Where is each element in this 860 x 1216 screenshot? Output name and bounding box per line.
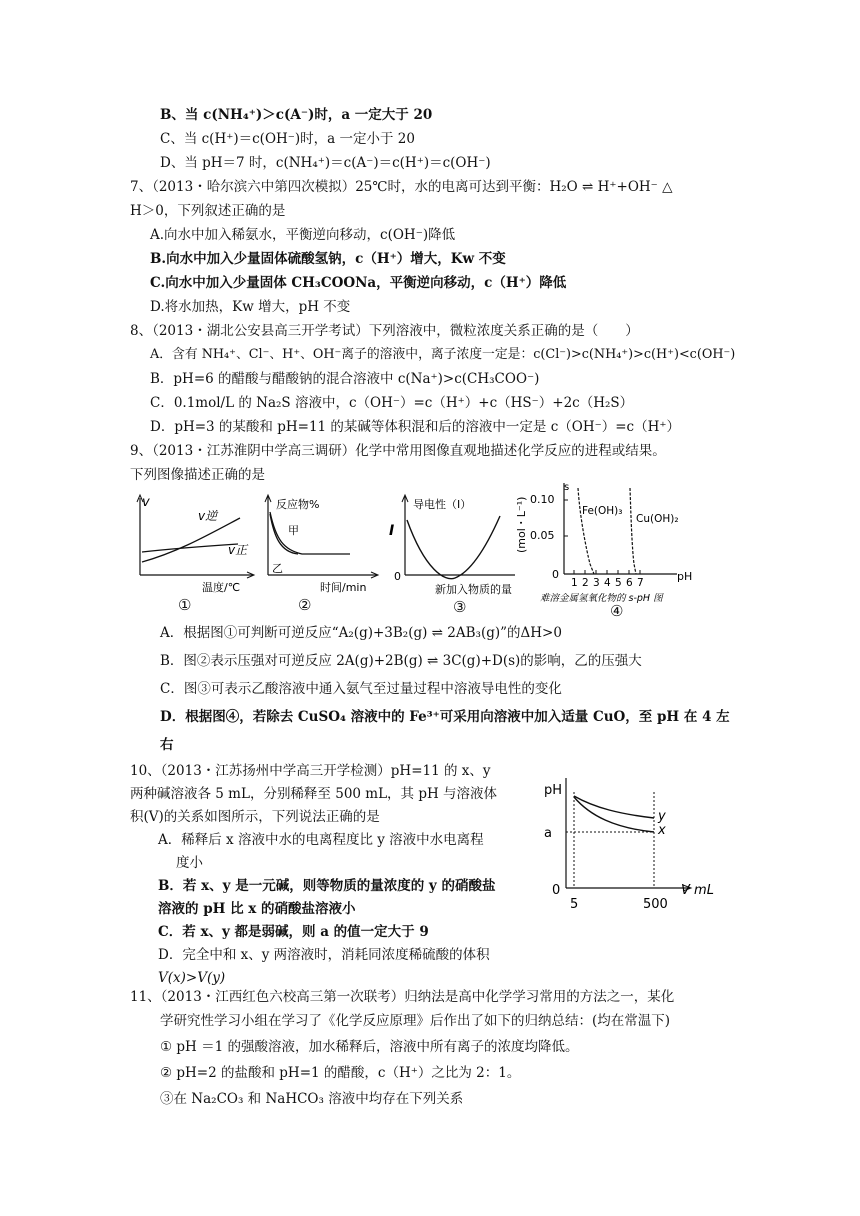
text-line: C、当 c(H⁺)＝c(OH⁻)时，a 一定小于 20 xyxy=(160,131,415,147)
text-line: V(x)>V(y) xyxy=(158,970,226,986)
f4-ytick-2: 0 xyxy=(552,568,559,581)
f5-ylabel: pH xyxy=(544,783,563,798)
f2-ylabel: 反应物% xyxy=(276,498,320,511)
f2-series-jia: 甲 xyxy=(288,524,299,537)
f1-ylabel: v xyxy=(142,495,150,510)
f4-ytick-0: 0.10 xyxy=(530,493,555,506)
figure-1-caption: ① xyxy=(178,596,192,614)
f4-xtick: 4 xyxy=(604,577,611,589)
f3-ylabel: 导电性（I） xyxy=(413,498,472,511)
text-line: B．若 x、y 是一元碱，则等物质的量浓度的 y 的硝酸盐 xyxy=(158,878,496,894)
text-line: A．含有 NH₄⁺、Cl⁻、H⁺、OH⁻离子的溶液中，离子浓度一定是：c(Cl⁻)>c(NH₄⁺)>c(H⁺)<c(OH⁻) xyxy=(150,347,736,362)
text-line: 度小 xyxy=(176,855,203,871)
f3-yaxis: I xyxy=(389,523,395,539)
f4-xtick: 7 xyxy=(637,577,644,589)
f1-xlabel: 温度/℃ xyxy=(202,581,241,594)
f4-xtick: 5 xyxy=(615,577,622,589)
f2-series-yi: 乙 xyxy=(272,562,283,575)
f4-xtick: 6 xyxy=(626,577,633,589)
text-line: C．图③可表示乙酸溶液中通入氨气至过量过程中溶液导电性的变化 xyxy=(160,681,562,697)
text-line: 7、（2013・哈尔滨六中第四次模拟）25℃时，水的电离可达到平衡：H₂O ⇌ H⁺+OH⁻ △ xyxy=(130,179,673,195)
f4-ylabel: (mol・L⁻¹) xyxy=(515,496,528,553)
text-line: 11、（2013・江西红色六校高三第一次联考）归纳法是高中化学学习常用的方法之一，某化 xyxy=(130,989,675,1005)
f3-xlabel: 新加入物质的量 xyxy=(435,583,512,596)
figure-4 xyxy=(512,478,707,618)
figure-1 xyxy=(128,490,258,630)
text-line: D、当 pH＝7 时，c(NH₄⁺)＝c(A⁻)＝c(H⁺)＝c(OH⁻) xyxy=(160,155,491,171)
text-line: 下列图像描述正确的是 xyxy=(130,467,265,483)
f4-yaxis: s xyxy=(564,482,570,493)
text-line: A.向水中加入稀氨水，平衡逆向移动，c(OH⁻)降低 xyxy=(150,227,456,243)
f5-xtick-5: 5 xyxy=(570,897,579,912)
text-line: B.向水中加入少量固体硫酸氢钠，c（H⁺）增大，Kw 不变 xyxy=(150,251,506,267)
f4-title: 难溶金属氢氧化物的 s-pH 图 xyxy=(540,593,663,604)
text-line: 学研究性学习小组在学习了《化学反应原理》后作出了如下的归纳总结：(均在常温下) xyxy=(160,1013,671,1029)
figure-4-caption: ④ xyxy=(610,602,624,620)
figure-3-caption: ③ xyxy=(453,598,467,616)
f5-a: a xyxy=(544,826,552,841)
text-line: ③在 Na₂CO₃ 和 NaHCO₃ 溶液中均存在下列关系 xyxy=(160,1091,464,1107)
text-line: 9、（2013・江苏淮阴中学高三调研）化学中常用图像直观地描述化学反应的进程或结果。 xyxy=(130,443,666,459)
text-line: 溶液的 pH 比 x 的硝酸盐溶液小 xyxy=(158,901,356,917)
text-line: 10、（2013・江苏扬州中学高三开学检测）pH=11 的 x、y xyxy=(130,763,491,779)
text-line: 8、（2013・湖北公安县高三开学考试）下列溶液中，微粒浓度关系正确的是（ ） xyxy=(130,323,639,339)
text-line: D．pH=3 的某酸和 pH=11 的某碱等体积混和后的溶液中一定是 c（OH⁻）=c（H⁺） xyxy=(150,419,681,435)
f4-xtick: 1 xyxy=(571,577,578,589)
text-line: D.将水加热，Kw 增大，pH 不变 xyxy=(150,299,351,315)
text-line: B．pH=6 的醋酸与醋酸钠的混合溶液中 c(Na⁺)>c(CH₃COO⁻) xyxy=(150,371,540,387)
f4-series-cu: Cu(OH)₂ xyxy=(636,513,679,525)
text-line: D．完全中和 x、y 两溶液时，消耗同浓度稀硫酸的体积 xyxy=(158,947,490,963)
f5-xtick-500: 500 xyxy=(643,897,668,912)
text-line: B、当 c(NH₄⁺)＞c(A⁻)时，a 一定大于 20 xyxy=(160,107,433,123)
text-line: 两种碱溶液各 5 mL，分别稀释至 500 mL，其 pH 与溶液体 xyxy=(130,786,498,802)
text-line: D．根据图④，若除去 CuSO₄ 溶液中的 Fe³⁺可采用向溶液中加入适量 CuO，至 pH 在 4 左 xyxy=(160,709,730,725)
text-line: B．图②表示压强对可逆反应 2A(g)+2B(g) ⇌ 3C(g)+D(s)的影响，乙的压强大 xyxy=(160,653,642,669)
figure-2-caption: ② xyxy=(298,596,312,614)
f4-ytick-1: 0.05 xyxy=(530,529,555,542)
text-line: H＞0，下列叙述正确的是 xyxy=(130,203,286,219)
text-line: C.向水中加入少量固体 CH₃COONa，平衡逆向移动，c（H⁺）降低 xyxy=(150,275,567,291)
f1-vzheng: v正 xyxy=(228,543,248,557)
f5-series-x: x xyxy=(658,823,666,838)
f2-xlabel: 时间/min xyxy=(320,581,367,594)
f5-xlabel: V mL xyxy=(681,883,714,898)
text-line: ② pH=2 的盐酸和 pH=1 的醋酸，c（H⁺）之比为 2：1。 xyxy=(160,1065,521,1081)
figure-5 xyxy=(540,770,725,915)
f1-vni: v逆 xyxy=(198,509,218,523)
text-line: A．稀释后 x 溶液中水的电离程度比 y 溶液中水电离程 xyxy=(158,832,484,848)
text-line: C．0.1mol/L 的 Na₂S 溶液中，c（OH⁻）=c（H⁺）+c（HS⁻）+2c（H₂S） xyxy=(150,395,634,411)
f4-xlabel: pH xyxy=(677,570,693,583)
figure-2 xyxy=(262,490,382,630)
f5-series-y: y xyxy=(658,809,666,824)
text-line: ① pH ＝1 的强酸溶液，加水稀释后，溶液中所有离子的浓度均降低。 xyxy=(160,1039,579,1055)
text-line: 积(V)的关系如图所示，下列说法正确的是 xyxy=(130,809,380,825)
f4-xtick: 3 xyxy=(593,577,600,589)
f4-xtick: 2 xyxy=(582,577,589,589)
f3-origin: 0 xyxy=(394,570,401,583)
text-line: C．若 x、y 都是弱碱，则 a 的值一定大于 9 xyxy=(158,924,429,940)
f4-series-fe: Fe(OH)₃ xyxy=(582,505,623,517)
text-line: 右 xyxy=(160,737,174,753)
f5-origin: 0 xyxy=(552,883,561,898)
text-line: A．根据图①可判断可逆反应“A₂(g)+3B₂(g) ⇌ 2AB₃(g)”的ΔH>0 xyxy=(160,625,562,641)
